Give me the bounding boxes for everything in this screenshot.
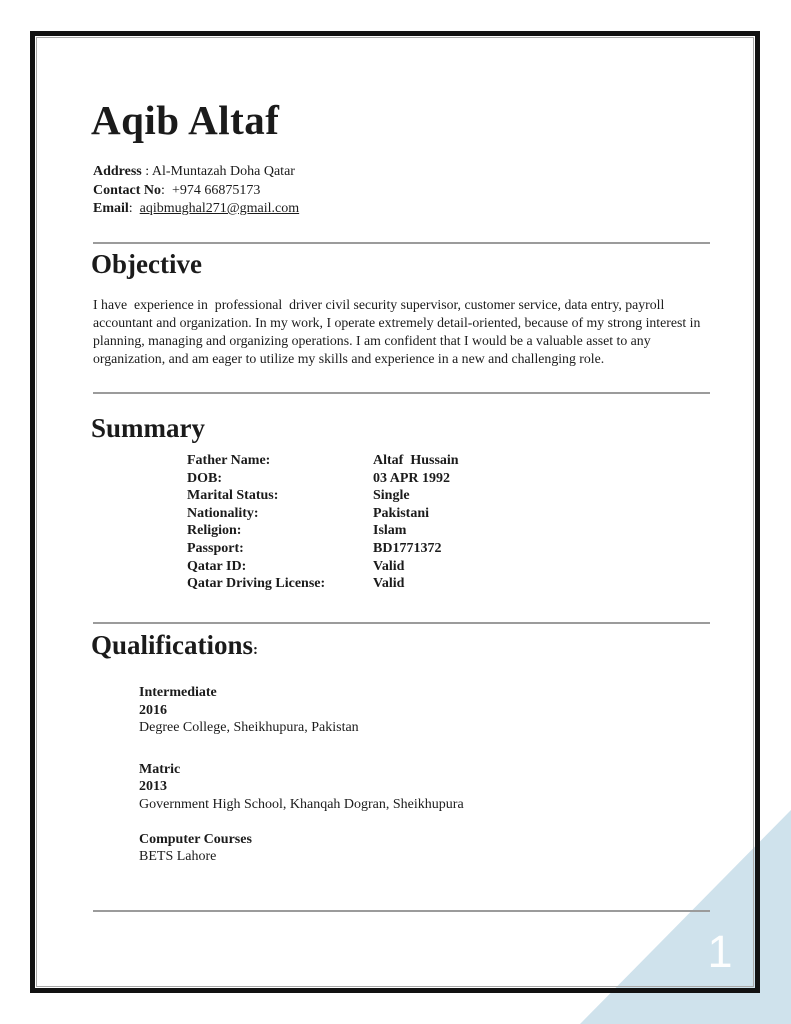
qualifications-heading-text: Qualifications [91,630,254,660]
qualification-title: Matric [139,761,181,777]
qualification-year: 2013 [139,779,167,795]
summary-row-passport [187,540,459,558]
summary-value: Valid [373,576,405,592]
summary-row-qatar-driving-license [187,575,459,593]
qualifications-heading [91,630,258,661]
summary-row-qatar-id [187,558,459,576]
qualifications-heading-colon: : [253,642,259,658]
divider-footer [93,910,710,912]
summary-label: Qatar Driving License: [187,576,326,592]
qualification-entry-matric [139,761,464,814]
page-number: 1 [707,926,733,977]
summary-row-nationality [187,505,459,523]
summary-value: Pakistani [373,505,430,521]
qualification-institution: Government High School, Khanqah Dogran, Sheikhupura [139,796,464,812]
address-separator: : [141,164,152,179]
summary-table [187,452,459,593]
qualification-institution: BETS Lahore [139,849,217,865]
summary-row-religion [187,522,459,540]
email-label: Email [93,201,129,216]
address-line [93,163,299,182]
candidate-name: Aqib Altaf [91,97,280,143]
summary-value: 03 APR 1992 [373,470,450,486]
summary-label: Qatar ID: [187,558,247,574]
summary-row-dob [187,470,459,488]
summary-label: Father Name: [187,453,271,468]
objective-heading: Objective [91,249,202,279]
summary-value: Islam [373,523,407,539]
summary-value: BD1771372 [373,540,442,556]
email-link[interactable]: aqibmughal271@gmail.com [139,201,300,216]
qualification-year: 2016 [139,702,167,718]
objective-paragraph: I have experience in professional driver civil security supervisor, customer service, data entry, payroll accountant and organization. In my work, I operate extremely detail-oriented, because of my strong interest in planning, managing and organizing operations. I am confident that I would be a valuable asset to any organization, and am eager to utilize my skills and experience in a new and challenging role. [93,297,704,366]
summary-label: Passport: [187,540,244,556]
phone-label: Contact No [93,182,162,198]
summary-value: Altaf Hussain [373,453,459,468]
qualification-entry-computer-courses [139,831,464,866]
contact-block [93,163,299,219]
summary-label: DOB: [187,470,222,486]
qualification-institution: Degree College, Sheikhupura, Pakistan [139,720,359,736]
divider-above-qualifications [93,622,710,624]
summary-value: Valid [373,558,405,574]
phone-line [93,182,299,201]
phone-separator: : [161,182,172,198]
phone-value: +974 66875173 [171,182,261,198]
address-value: Al-Muntazah Doha Qatar [151,164,295,179]
qualification-title: Computer Courses [139,831,252,847]
summary-label: Marital Status: [187,488,279,504]
summary-label: Religion: [187,523,242,539]
summary-label: Nationality: [187,505,259,521]
email-separator: : [128,201,140,216]
address-label: Address [93,164,142,179]
summary-heading: Summary [91,413,205,443]
qualification-title: Intermediate [139,685,217,700]
summary-row-marital-status [187,487,459,505]
summary-value: Single [373,488,410,504]
qualifications-list [139,684,464,866]
qualification-entry-intermediate [139,684,464,737]
summary-row-father-name [187,452,459,470]
email-line [93,200,299,219]
divider-above-summary [93,392,710,394]
divider-above-objective [93,242,710,244]
